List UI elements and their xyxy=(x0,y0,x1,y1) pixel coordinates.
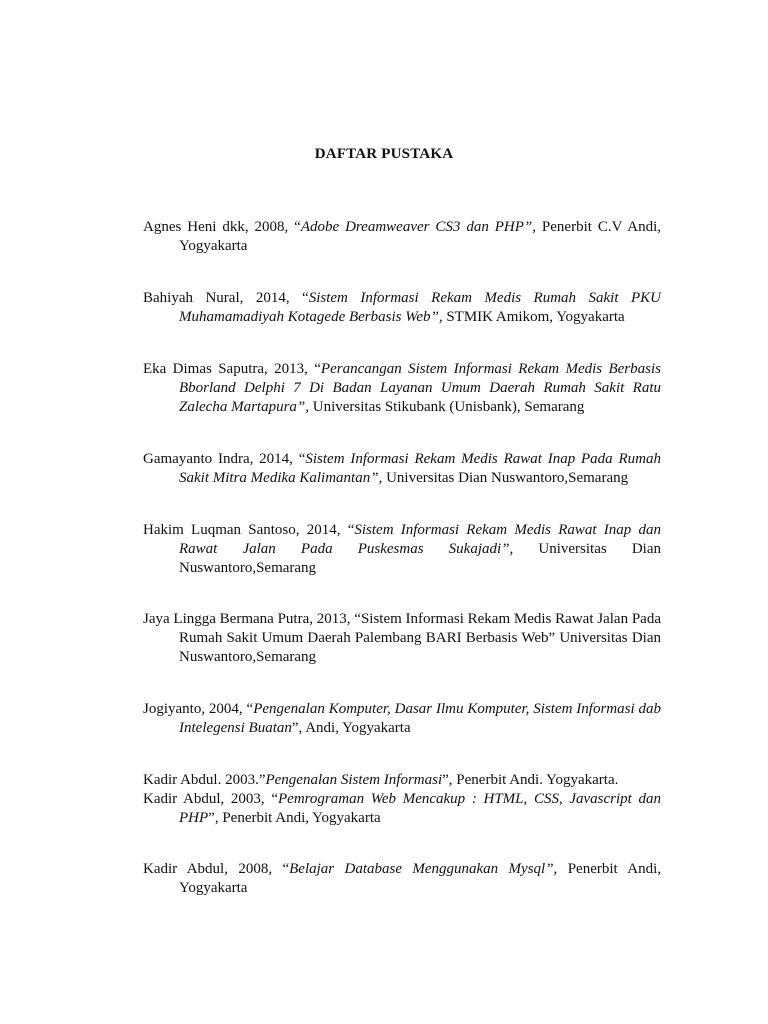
reference-publisher: Universitas Dian Nuswantoro,Semarang xyxy=(179,541,662,576)
reference-author: Gamayanto Indra, 2014, “ xyxy=(143,451,306,467)
reference-publisher: Universitas Dian Nuswantoro,Semarang xyxy=(382,470,629,486)
reference-title: Sistem Informasi Rekam Medis Rumah Sakit PKU Muhamamadiyah Kotagede Berbasis Web”, xyxy=(179,290,661,325)
reference-publisher: ”, Penerbit Andi, Yogyakarta xyxy=(208,810,381,826)
reference-author: Agnes Heni dkk, 2008, “ xyxy=(143,219,301,235)
reference-item xyxy=(143,700,661,738)
reference-item xyxy=(143,360,661,417)
reference-title: Adobe Dreamweaver CS3 dan PHP”, xyxy=(300,219,536,235)
reference-item xyxy=(143,521,661,578)
reference-item xyxy=(143,610,661,667)
reference-author: Kadir Abdul. 2003.” xyxy=(143,772,266,788)
reference-author: Bahiyah Nural, 2014, “ xyxy=(143,290,309,306)
reference-author: Jogiyanto, 2004, “ xyxy=(143,701,254,717)
reference-item xyxy=(143,771,661,790)
reference-item xyxy=(143,218,661,256)
reference-publisher: STMIK Amikom, Yogyakarta xyxy=(442,309,625,325)
reference-publisher: Penerbit Andi, Yogyakarta xyxy=(179,861,661,896)
reference-item xyxy=(143,450,661,488)
reference-author: Jaya Lingga Bermana Putra, 2013, “Sistem Informasi Rekam Medis Rawat Jalan Pada Rumah Sakit Umum Daerah Palembang BARI Berbasis Web” Universitas Dian Nuswantoro,Semarang xyxy=(143,611,661,665)
reference-publisher: Penerbit C.V Andi, Yogyakarta xyxy=(179,219,661,254)
reference-author: Eka Dimas Saputra, 2013, “ xyxy=(143,361,321,377)
reference-publisher: ”, Penerbit Andi. Yogyakarta. xyxy=(442,772,619,788)
reference-item xyxy=(143,289,661,327)
reference-title: Belajar Database Menggunakan Mysql”, xyxy=(289,861,558,877)
reference-title: Pengenalan Komputer, Dasar Ilmu Komputer, Sistem Informasi dab Intelegensi Buatan xyxy=(179,701,661,736)
reference-author: Kadir Abdul, 2003, “ xyxy=(143,791,278,807)
reference-publisher: Universitas Stikubank (Unisbank), Semarang xyxy=(309,399,585,415)
reference-title: Sistem Informasi Rekam Medis Rawat Inap dan Rawat Jalan Pada Puskesmas Sukajadi”, xyxy=(179,522,661,557)
page-title: DAFTAR PUSTAKA xyxy=(314,146,454,162)
reference-title: Perancangan Sistem Informasi Rekam Medis Berbasis Bborland Delphi 7 Di Badan Layanan Umum Daerah Rumah Sakit Ratu Zalecha Martapura”, xyxy=(179,361,661,415)
reference-author: Hakim Luqman Santoso, 2014, “ xyxy=(143,522,355,538)
reference-item xyxy=(143,790,661,828)
reference-publisher: ”, Andi, Yogyakarta xyxy=(291,720,411,736)
reference-title: Pengenalan Sistem Informasi xyxy=(265,772,443,788)
reference-title: Pemrograman Web Mencakup : HTML, CSS, Javascript dan PHP xyxy=(179,791,662,826)
reference-item xyxy=(143,860,661,898)
reference-title: Sistem Informasi Rekam Medis Rawat Inap Pada Rumah Sakit Mitra Medika Kalimantan”, xyxy=(179,451,661,486)
reference-author: Kadir Abdul, 2008, “ xyxy=(143,861,290,877)
